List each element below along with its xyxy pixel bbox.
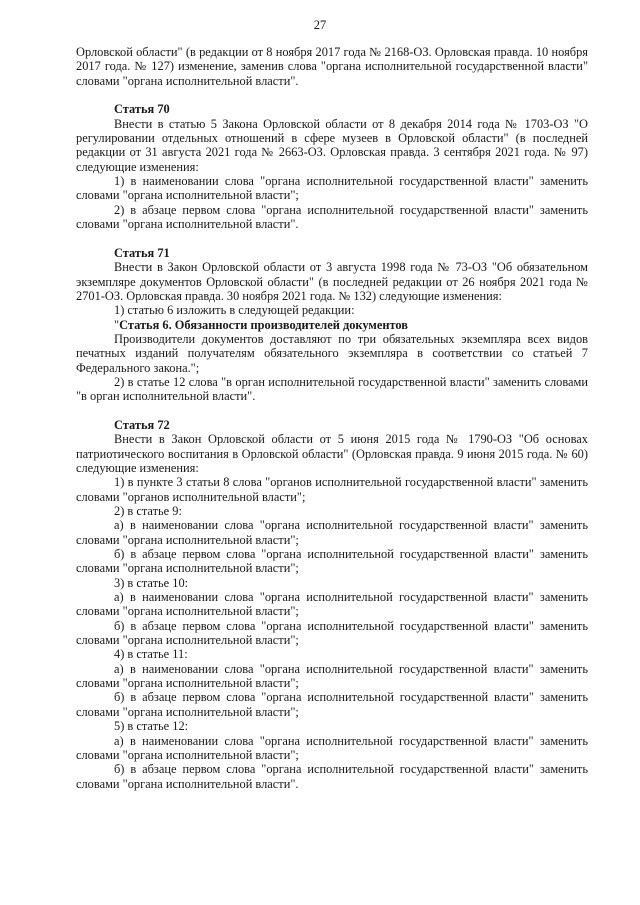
article-72-paragraph-11: б) в абзаце первом слова "органа исполнительной государственной власти" заменить словами "органа исполнительной власти"; xyxy=(76,690,588,719)
article-71-heading: Статья 71 xyxy=(114,245,170,260)
article-72-paragraph-9: 4) в статье 11: xyxy=(114,647,188,662)
opening-quote: " xyxy=(114,317,120,332)
article-70-heading: Статья 70 xyxy=(114,102,170,117)
article-70-paragraph-2: 1) в наименовании слова "органа исполнительной государственной власти" заменить словами "органа исполнительной власти"; xyxy=(76,174,588,203)
article-71-paragraph-1: Внести в Закон Орловской области от 3 августа 1998 года № 73-ОЗ "Об обязательном экземпляре документов Орловской области" (в последней редакции от 26 ноября 2021 года № 2701-ОЗ. Орловская правда. 30 ноября 2021 года. № 132) следующие изменения: xyxy=(76,260,588,303)
article-72-paragraph-2: 1) в пункте 3 статьи 8 слова "органов исполнительной государственной власти" заменить словами "органов исполнительной власти"; xyxy=(76,475,588,504)
article-71-paragraph-2: 1) статью 6 изложить в следующей редакции: xyxy=(114,303,355,318)
article-71-paragraph-4: Производители документов доставляют по три обязательных экземпляра всех видов печатных изданий получателям обязательного экземпляра в соответствии со статьей 7 Федерального закона."; xyxy=(76,331,588,375)
article-72-paragraph-3: 2) в статье 9: xyxy=(114,504,182,518)
article-70-paragraph-3: 2) в абзаце первом слова "органа исполнительной государственной власти" заменить словами "органа исполнительной власти". xyxy=(76,202,588,232)
article-72-paragraph-4: а) в наименовании слова "органа исполнительной государственной власти" заменить словами "органа исполнительной власти"; xyxy=(76,518,588,547)
spacer xyxy=(76,88,588,102)
article-72-paragraph-5: б) в абзаце первом слова "органа исполнительной государственной власти" заменить словами "органа исполнительной власти"; xyxy=(76,547,588,576)
article-72-paragraph-10: а) в наименовании слова "органа исполнительной государственной власти" заменить словами "органа исполнительной власти"; xyxy=(76,661,588,691)
document-body xyxy=(76,45,588,791)
article-72-paragraph-13: а) в наименовании слова "органа исполнительной государственной власти" заменить словами "органа исполнительной власти"; xyxy=(76,733,588,762)
article-71-paragraph-5: 2) в статье 12 слова "в орган исполнительной государственной власти" заменить словами "в орган исполнительной власти". xyxy=(76,374,588,404)
article-72-heading: Статья 72 xyxy=(114,417,170,432)
article-72-paragraph-6: 3) в статье 10: xyxy=(114,575,189,590)
statya-6-title: Статья 6. Обязанности производителей документов xyxy=(119,317,408,332)
article-72-paragraph-1: Внести в Закон Орловской области от 5 июня 2015 года № 1790-ОЗ "Об основах патриотического воспитания в Орловской области" (Орловская правда. 9 июня 2015 года. № 60) следующие изменения: xyxy=(76,432,588,475)
article-70-paragraph-1: Внести в статью 5 Закона Орловской области от 8 декабря 2014 года № 1703-ОЗ "О регулировании отдельных отношений в сфере музеев в Орловской области" (в последней редакции от 31 августа 2021 года № 2663-ОЗ. Орловская правда. 3 сентября 2021 года. № 97) следующие изменения: xyxy=(76,116,588,174)
intro-paragraph: Орловской области" (в редакции от 8 ноября 2017 года № 2168-ОЗ. Орловская правда. 10 ноября 2017 года. № 127) изменение, заменив слова "органа исполнительной государственной власти" словами "органа исполнительной власти". xyxy=(76,45,588,88)
page-number: 27 xyxy=(313,18,327,32)
article-72-paragraph-8: б) в абзаце первом слова "органа исполнительной государственной власти" заменить словами "органа исполнительной власти"; xyxy=(76,618,588,648)
article-71-quoted-heading xyxy=(76,318,588,332)
article-72-paragraph-14: б) в абзаце первом слова "органа исполнительной государственной власти" заменить словами "органа исполнительной власти". xyxy=(76,762,588,791)
spacer xyxy=(76,231,588,245)
article-72-paragraph-12: 5) в статье 12: xyxy=(114,719,189,734)
article-72-paragraph-7: а) в наименовании слова "органа исполнительной государственной власти" заменить словами "органа исполнительной власти"; xyxy=(76,590,588,619)
spacer xyxy=(76,404,588,418)
